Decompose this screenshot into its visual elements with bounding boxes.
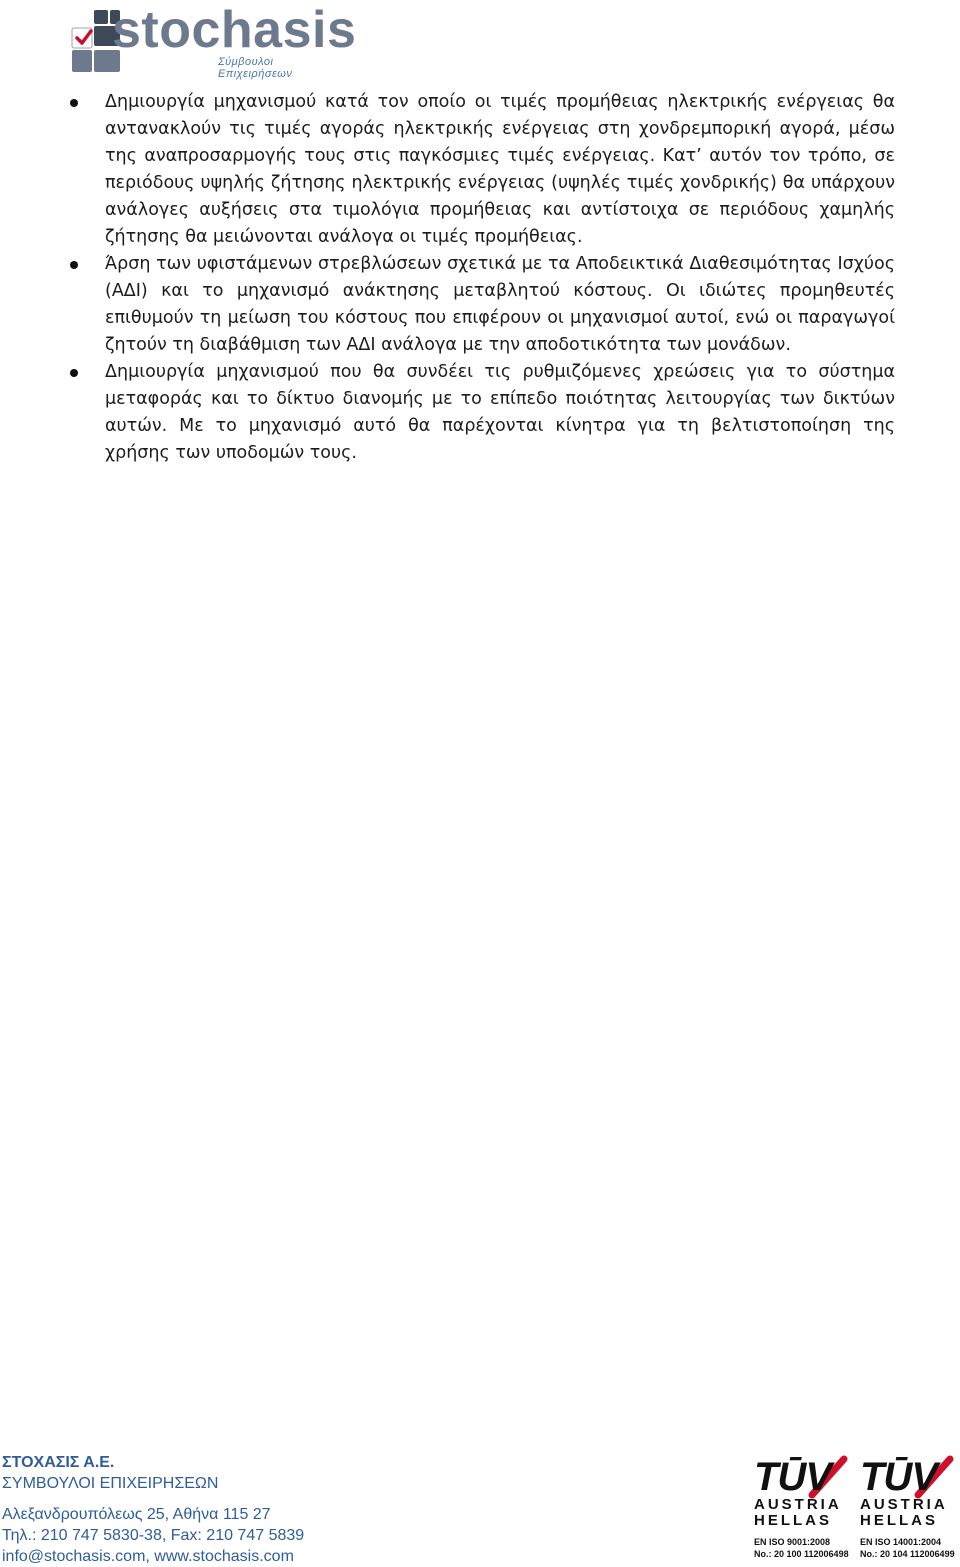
bullet-list [0, 89, 960, 467]
tuv-line1: AUSTRIA [754, 1496, 842, 1513]
footer-address: Αλεξανδρουπόλεως 25, Αθήνα 115 27 [2, 1506, 271, 1523]
bullet-text: Δημιουργία μηχανισμού κατά τον οποίο οι τιμές προμήθειας ηλεκτρικής ενέργειας θα αντανακλούν τις τιμές αγοράς ηλεκτρικής ενέργειας στη χονδρεμπορική αγορά, μέσω της αναπροσαρμογής τους στις παγκόσμιες τιμές ενέργειας. Κατ’ αυτόν τον τρόπο, σε περιόδους υψηλής ζήτησης ηλεκτρικής ενέργειας (υψηλές τιμές χονδρικής) θα υπάρχουν ανάλογες αυξήσεις στα τιμολόγια προμήθειας και αντίστοιχα σε περιόδους χαμηλής ζήτησης θα μειώνονται ανάλογα οι τιμές προμήθειας. [105, 92, 895, 247]
stochasis-logo [68, 1, 357, 80]
footer-company-subtitle: ΣΥΜΒΟΥΛΟΙ ΕΠΙΧΕΙΡΗΣΕΩΝ [2, 1475, 219, 1492]
footer-contact [2, 1452, 422, 1567]
cert-standard: EN ISO 14001:2004 [860, 1537, 942, 1547]
cert-standard: EN ISO 9001:2008 [754, 1537, 831, 1547]
bullet-text: Δημιουργία μηχανισμού που θα συνδέει τις ρυθμιζόμενες χρεώσεις για το σύστημα μεταφοράς και το δίκτυο διανομής με το επίπεδο ποιότητας λειτουργίας των δικτύων αυτών. Με το μηχανισμό αυτό θα παρέχονται κίνητρα για τη βελτιστοποίηση της χρήσης των υποδομών τους. [105, 362, 895, 463]
tuv-mark: TŪV [754, 1455, 831, 1499]
tuv-mark: TŪV [860, 1455, 937, 1499]
bullet-text: Άρση των υφιστάμενων στρεβλώσεων σχετικά με τα Αποδεικτικά Διαθεσιμότητας Ισχύος (ΑΔΙ) και το μηχανισμό ανάκτησης μεταβλητού κόστους. Οι ιδιώτες προμηθευτές επιθυμούν τη μείωση του κόστους που επιφέρουν οι μηχανισμοί αυτοί, ενώ οι παραγωγοί ζητούν τη διαβάθμιση των ΑΔΙ ανάλογα με την αποδοτικότητα των μονάδων. [105, 254, 895, 355]
cert-number: No.: 20 104 112006499 [860, 1549, 955, 1559]
tuv-line2: HELLAS [754, 1512, 832, 1529]
bullet-dot-icon [70, 261, 78, 269]
tuv-line2: HELLAS [860, 1512, 938, 1529]
logo-wordmark: stochasis [112, 1, 357, 59]
tuv-certification-badge [752, 1455, 852, 1563]
bullet-dot-icon [70, 369, 78, 377]
footer-web: info@stochasis.com, www.stochasis.com [2, 1548, 294, 1565]
bullet-item [0, 359, 960, 467]
footer-company-name: ΣΤΟΧΑΣΙΣ Α.Ε. [2, 1454, 115, 1471]
bullet-item [0, 251, 960, 359]
footer-phone: Τηλ.: 210 747 5830-38, Fax: 210 747 5839 [2, 1527, 305, 1544]
bullet-item [0, 89, 960, 251]
logo-tagline: Σύμβουλοι Επιχειρήσεων [218, 56, 293, 80]
tuv-line1: AUSTRIA [860, 1496, 948, 1513]
tuv-certification-badge [858, 1455, 958, 1563]
bullet-dot-icon [70, 99, 78, 107]
cert-number: No.: 20 100 112006498 [754, 1549, 849, 1559]
